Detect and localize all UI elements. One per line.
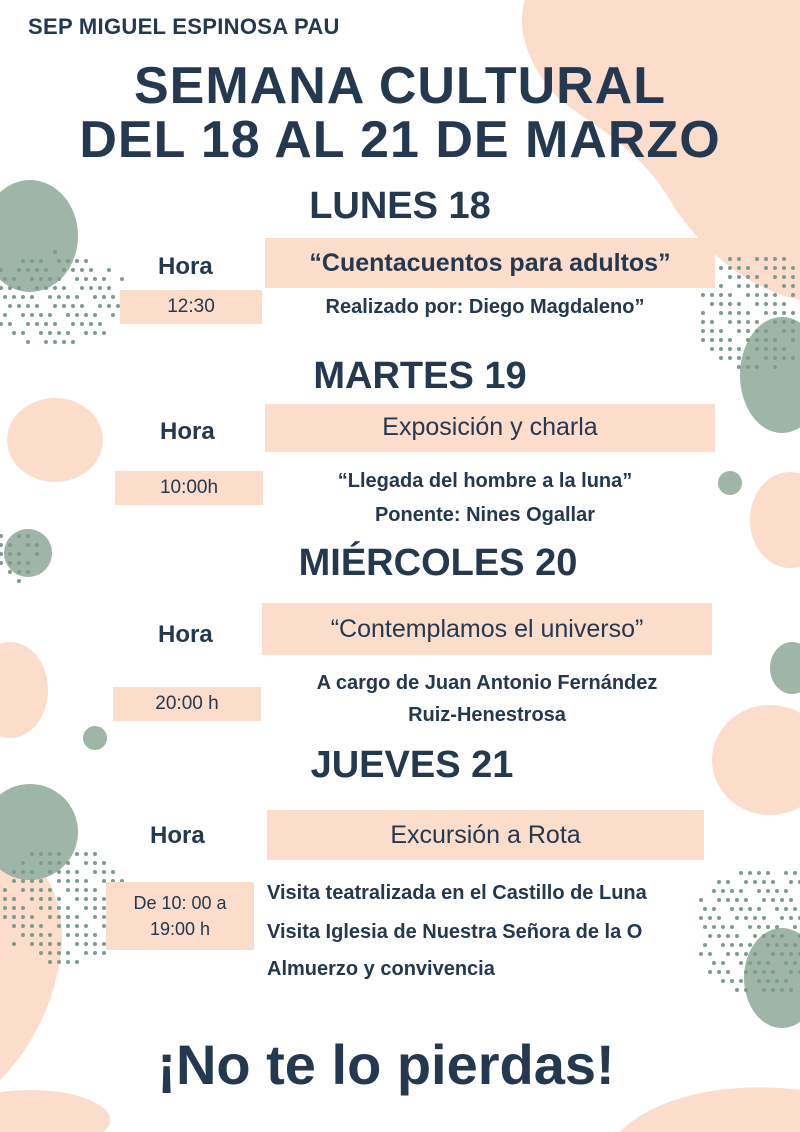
hora-label-wednesday: Hora [158,621,213,648]
event-detail-wednesday-1: A cargo de Juan Antonio Fernández [316,672,658,694]
time-box-tuesday [115,471,263,505]
event-detail-thursday-3: Almuerzo y convivencia [267,958,495,980]
hora-label-tuesday: Hora [160,418,215,445]
event-detail-tuesday-1: “Llegada del hombre a la luna” [337,470,633,492]
hora-label-monday: Hora [158,253,213,280]
time-box-monday [120,290,262,324]
event-detail-tuesday-2: Ponente: Nines Ogallar [374,504,596,526]
event-detail-monday: Realizado por: Diego Magdaleno” [325,296,645,318]
school-name: SEP MIGUEL ESPINOSA PAU [28,14,340,39]
event-title-thursday: Excursión a Rota [390,821,581,849]
event-banner-thursday [267,810,704,860]
day-heading-wednesday: MIÉRCOLES 20 [298,542,578,584]
event-time-thursday-end: 19:00 h [149,919,211,939]
event-title-wednesday: “Contemplamos el universo” [330,615,644,643]
event-time-wednesday: 20:00 h [155,693,219,714]
day-heading-thursday: JUEVES 21 [310,744,514,786]
day-heading-tuesday: MARTES 19 [313,355,527,397]
time-box-wednesday [113,687,261,721]
event-banner-monday [265,238,715,288]
event-banner-wednesday [262,603,712,655]
event-time-monday: 12:30 [167,296,215,317]
event-detail-wednesday-2: Ruiz-Henestrosa [408,704,566,726]
event-banner-tuesday [265,404,715,452]
event-time-thursday-start: De 10: 00 a [133,893,227,913]
event-time-tuesday: 10:00h [159,477,219,498]
title-line-1: SEMANA CULTURAL [133,57,667,115]
day-heading-monday: LUNES 18 [309,185,491,227]
closing-call-to-action: ¡No te lo pierdas! [157,1033,615,1096]
time-box-thursday [106,882,254,950]
title-line-2: DEL 18 AL 21 DE MARZO [79,111,721,169]
event-detail-thursday-2: Visita Iglesia de Nuestra Señora de la O [267,921,643,943]
event-title-tuesday: Exposición y charla [382,413,598,441]
event-title-monday: “Cuentacuentos para adultos” [309,249,671,277]
event-detail-thursday-1: Visita teatralizada en el Castillo de Luna [267,882,647,904]
hora-label-thursday: Hora [150,822,205,849]
